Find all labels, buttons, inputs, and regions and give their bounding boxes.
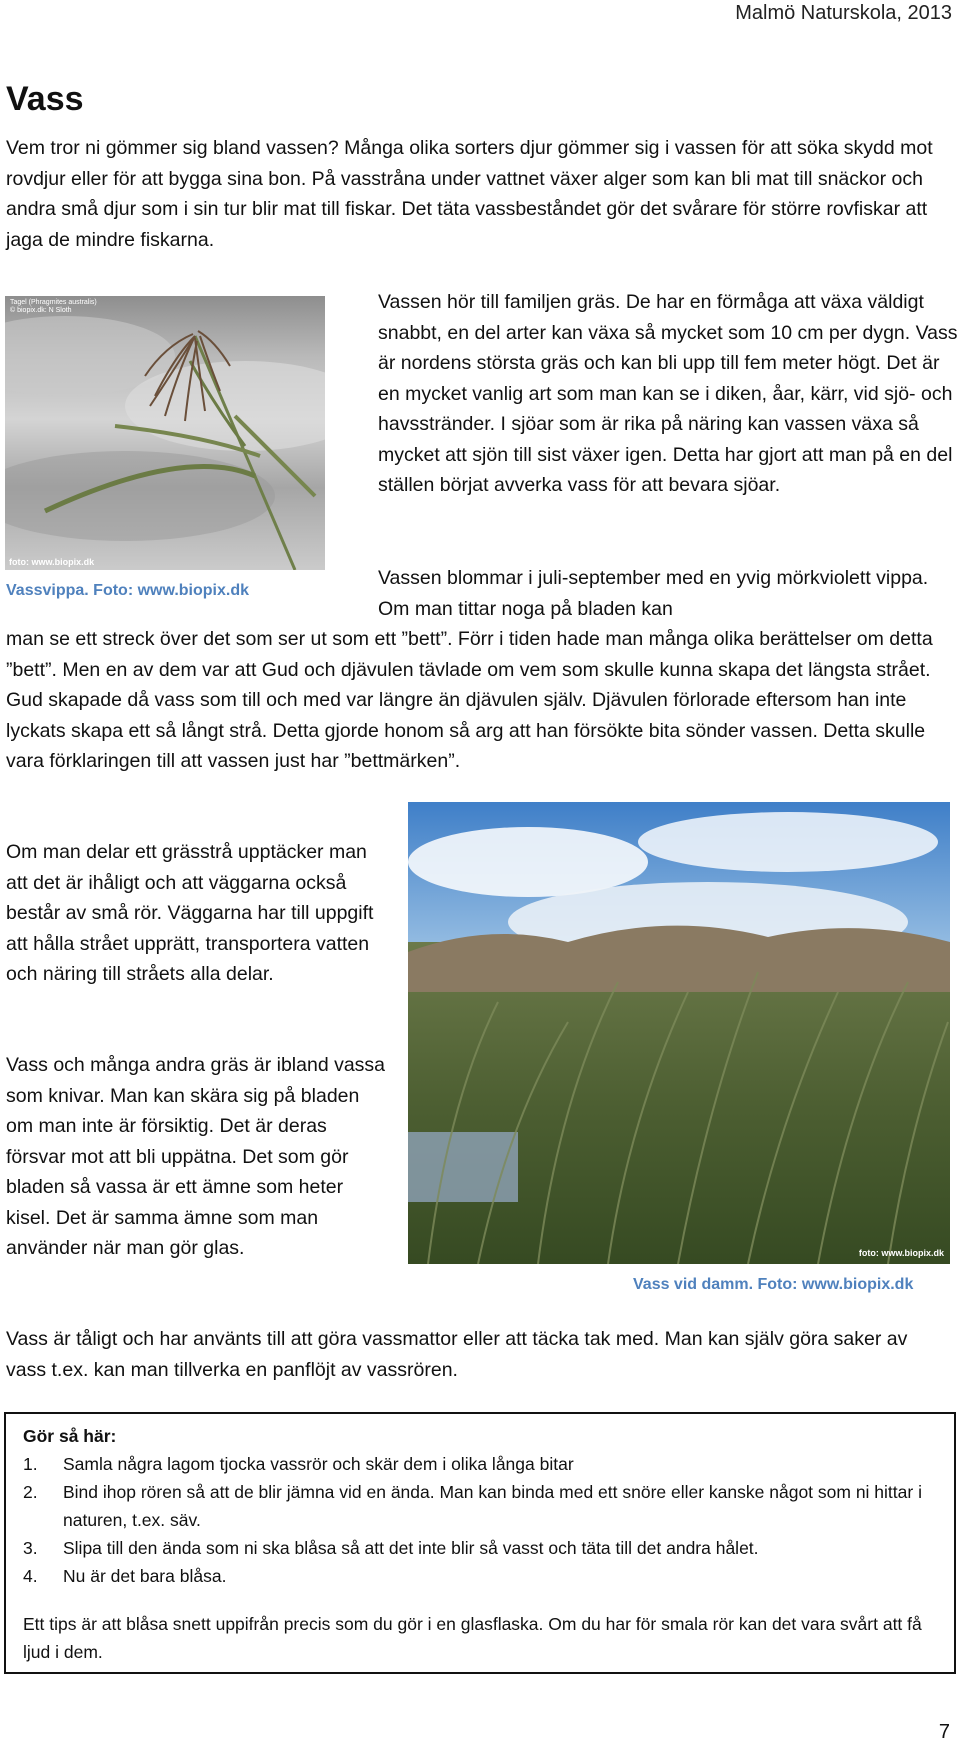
uses-paragraph: Vass är tåligt och har använts till att göra vassmattor eller att täcka tak med. Man kan själv göra saker av vass t.ex. kan man tillverka en panflöjt av vassrören. [6,1328,908,1381]
reed-pond-photo [408,802,950,1264]
step-text: Samla några lagom tjocka vassrör och skär dem i olika långa bitar [63,1454,574,1474]
instructions-list [23,1450,937,1590]
instruction-step [23,1534,937,1562]
intro-paragraph: Vem tror ni gömmer sig bland vassen? Många olika sorters djur gömmer sig i vassen för att söka skydd mot rovdjur eller för att bygga sina bon. På vasstråna under vattnet växer alger som kan bli mat till snäckor och andra små djur som i sin tur blir mat till fiskar. Det täta vassbeståndet gör det svårare för större rovfiskar att jaga de mindre fiskarna. [6,137,933,251]
step-number: 4. [23,1566,38,1586]
step-text: Bind ihop rören så att de blir jämna vid en ända. Man kan binda med ett snöre eller kanske något som ni hittar i naturen, t.ex. säv. [63,1482,922,1530]
step-text: Nu är det bara blåsa. [63,1566,227,1586]
step-text: Slipa till den ända som ni ska blåsa så att det inte blir så vasst och täta till det andra hålet. [63,1538,759,1558]
instructions-title: Gör så här: [23,1426,117,1446]
photo2-caption: Vass vid damm. Foto: www.biopix.dk [633,1276,914,1293]
reed-panicle-photo [5,296,325,570]
instruction-step [23,1450,937,1478]
reed-panicle-image [5,296,325,570]
step-number: 1. [23,1454,38,1474]
family-paragraph: Vassen hör till familjen gräs. De har en förmåga att växa väldigt snabbt, en del arter kan växa så mycket som 10 cm per dygn. Vass är nordens största gräs och kan bli upp till fem meter högt. Det är en mycket vanlig art som man kan se i diken, åar, kärr, vid sjö- och havsstränder. I sjöar som är rika på näring kan vassen växa så mycket att sjön till sist växer igen. Detta har gjort att man på en del ställen börjat avverka vass för att bevara sjöar. [378,291,958,496]
bloom-paragraph-continued: man se ett streck över det som ser ut som ett ”bett”. Förr i tiden hade man många olika berättelser om detta ”bett”. Men en av dem var att Gud och djävulen tävlade om vem som skulle kunna skapa det längsta strået. Gud skapade då vass som till och med var längre än djävulen själv. Djävulen förlorade eftersom han inte lyckats skapa ett så långt strå. Detta gjorde honom så arg att han försökte bita sönder vassen. Detta skulle vara förklaringen till att vassen just har ”bettmärken”. [6,628,933,772]
page-title: Vass [6,80,84,118]
photo1-watermark: foto: www.biopix.dk [9,557,95,567]
instructions-box [4,1412,956,1674]
instruction-step [23,1562,937,1590]
sharp-leaves-paragraph: Vass och många andra gräs är ibland vassa som knivar. Man kan skära sig på bladen om man inte är försiktig. Det är deras försvar mot att bli uppätna. Det som gör bladen så vassa är ett ämne som heter kisel. Det är samma ämne som man använder när man gör glas. [6,1054,386,1259]
instruction-step [23,1478,937,1534]
page-header: Malmö Naturskola, 2013 [735,2,952,24]
step-number: 2. [23,1482,38,1502]
photo1-watermark-top: Tagel (Phragmites australis) © biopix.dk: N Sloth [10,299,97,314]
instructions-tip: Ett tips är att blåsa snett uppifrån precis som du gör i en glasflaska. Om du har för smala rör kan det vara svårt att få ljud i dem. [23,1614,922,1662]
step-number: 3. [23,1538,38,1558]
photo1-caption: Vassvippa. Foto: www.biopix.dk [6,582,249,599]
page-number: 7 [938,1721,950,1743]
reed-pond-image [408,802,950,1264]
hollow-stalk-paragraph: Om man delar ett grässtrå upptäcker man att det är ihåligt och att väggarna också består av små rör. Väggarna har till uppgift att hålla strået upprätt, transportera vatten och näring till stråets alla delar. [6,841,374,985]
photo2-watermark: foto: www.biopix.dk [858,1248,944,1258]
bloom-paragraph-start: Vassen blommar i juli-september med en yvig mörkviolett vippa. Om man tittar noga på bladen kan [378,567,929,620]
